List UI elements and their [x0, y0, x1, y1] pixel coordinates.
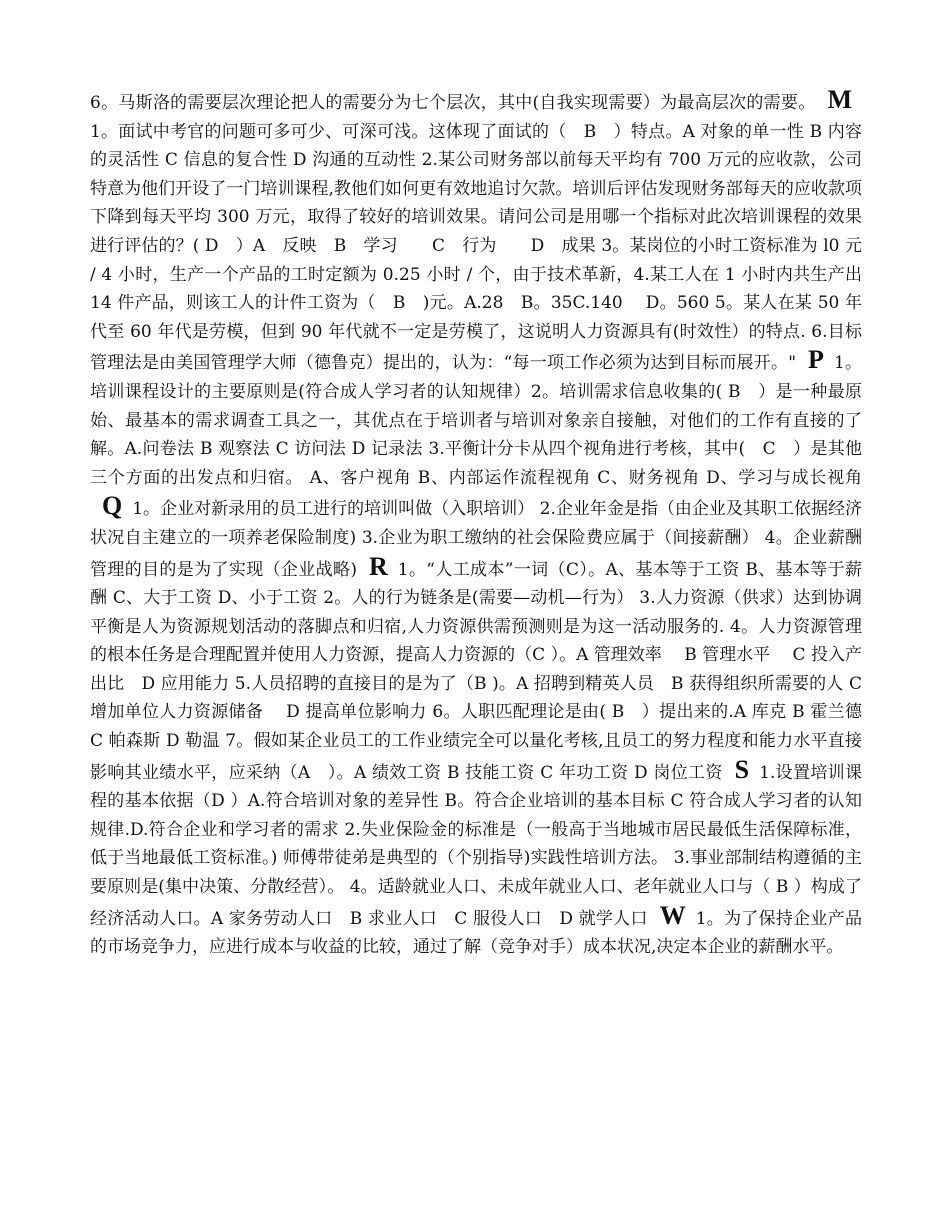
section-q-text: 1。企业对新录用的员工进行的培训叫做（入职培训） 2.企业年金是指（由企业及其职工依据经济状况自主建立的一项养老保险制度) 3.企业为职工缴纳的社会保险费应属于（间接薪酬） 4。企业薪酬管理的目的是为了实现（企业战略)	[90, 499, 862, 580]
section-p-text: 1。培训课程设计的主要原则是(符合成人学习者的认知规律）2。培训需求信息收集的( B ）是一种最原始、最基本的需求调查工具之一，其优点在于培训者与培训对象亲自接触，对他们的工作有直接的了解。A.问卷法 B 观察法 C 访问法 D 记录法 3.平衡计分卡从四个视角进行考核，其中( C ）是其他三个方面的出发点和归宿。 A、客户视角 B、内部运作流程视角 C、财务视角 D、学习与成长视角	[90, 353, 862, 488]
section-letter-m: M	[827, 85, 852, 114]
section-letter-w: W	[659, 900, 686, 930]
section-r-text: 1。“人工成本”一词（C）。A、基本等于工资 B、基本等于薪酬 C、大于工资 D、小于工资 2。人的行为链条是(需要—动机—行为） 3.人力资源（供求）达到协调平衡是人为资源规划活动的落脚点和归宿,人力资源供需预测则是为这一活动服务的. 4。人力资源管理的根本任务是合理配置并使用人力资源，提高人力资源的（C ）。A 管理效率 B 管理水平 C 投入产出比 D 应用能力 5.人员招聘的直接目的是为了（B )。A 招聘到精英人员 B 获得组织所需要的人 C 增加单位人力资源储备 D 提高单位影响力 6。人职匹配理论是由( B ）提出来的.A 库克 B 霍兰德 C 帕森斯 D 勒温 7。假如某企业员工的工作业绩完全可以量化考核,且员工的努力程度和能力水平直接影响其业绩水平，应采纳（A ）。A 绩效工资 B 技能工资 C 年功工资 D 岗位工资	[90, 559, 862, 783]
section-m-text: 1。面试中考官的问题可多可少、可深可浅。这体现了面试的（ B ）特点。A 对象的单一性 B 内容的灵活性 C 信息的复合性 D 沟通的互动性 2.某公司财务部以前每天平均有 700 万元的应收款，公司特意为他们开设了一门培训课程,教他们如何更有效地追讨欠款。培训后评估发现财务部每天的应收款项下降到每天平均 300 万元，取得了较好的培训效果。请问公司是用哪一个指标对此次培训课程的效果进行评估的？( D ）A 反映 B 学习 C 行为 D 成果 3。某岗位的小时工资标准为 l0 元 / 4 小时，生产一个产品的工时定额为 0.25 小时 / 个，由于技术革新，4.某工人在 1 小时内共生产出 14 件产品，则该工人的计件工资为（ B )元。A.28 B。35C.140 D。560 5。某人在某 50 年代至 60 年代是劳模，但到 90 年代就不一定是劳模了，这说明人力资源具有(时效性）的特点. 6.目标管理法是由美国管理学大师（德鲁克）提出的，认为：“每一项工作必须为达到目标而展开。"	[90, 121, 862, 374]
intro-paragraph: 6。马斯洛的需要层次理论把人的需要分为七个层次，其中(自我实现需要）为最高层次的需要。	[90, 93, 816, 113]
section-w-text: 1。为了保持企业产品的市场竞争力，应进行成本与收益的比较，通过了解（竞争对手）成本状况,决定本企业的薪酬水平。	[90, 908, 862, 958]
section-letter-r: R	[368, 551, 388, 581]
document-body	[90, 86, 862, 962]
section-letter-s: S	[734, 754, 750, 784]
section-s-text: 1.设置培训课程的基本依据（D ）A.符合培训对象的差异性 B。符合企业培训的基本目标 C 符合成人学习者的认知规律.D.符合企业和学习者的需求 2.失业保险金的标准是（一般高于当地城市居民最低生活保障标准，低于当地最低工资标准。) 师傅带徒弟是典型的（个别指导)实践性培训方法。 3.事业部制结构遵循的主要原则是(集中决策、分散经营）。 4。适龄就业人口、未成年就业人口、老年就业人口与（ B ）构成了经济活动人口。A 家务劳动人口 B 求业人口 C 服役人口 D 就学人口	[90, 762, 862, 929]
section-letter-p: P	[808, 345, 824, 375]
section-letter-q: Q	[102, 491, 123, 521]
